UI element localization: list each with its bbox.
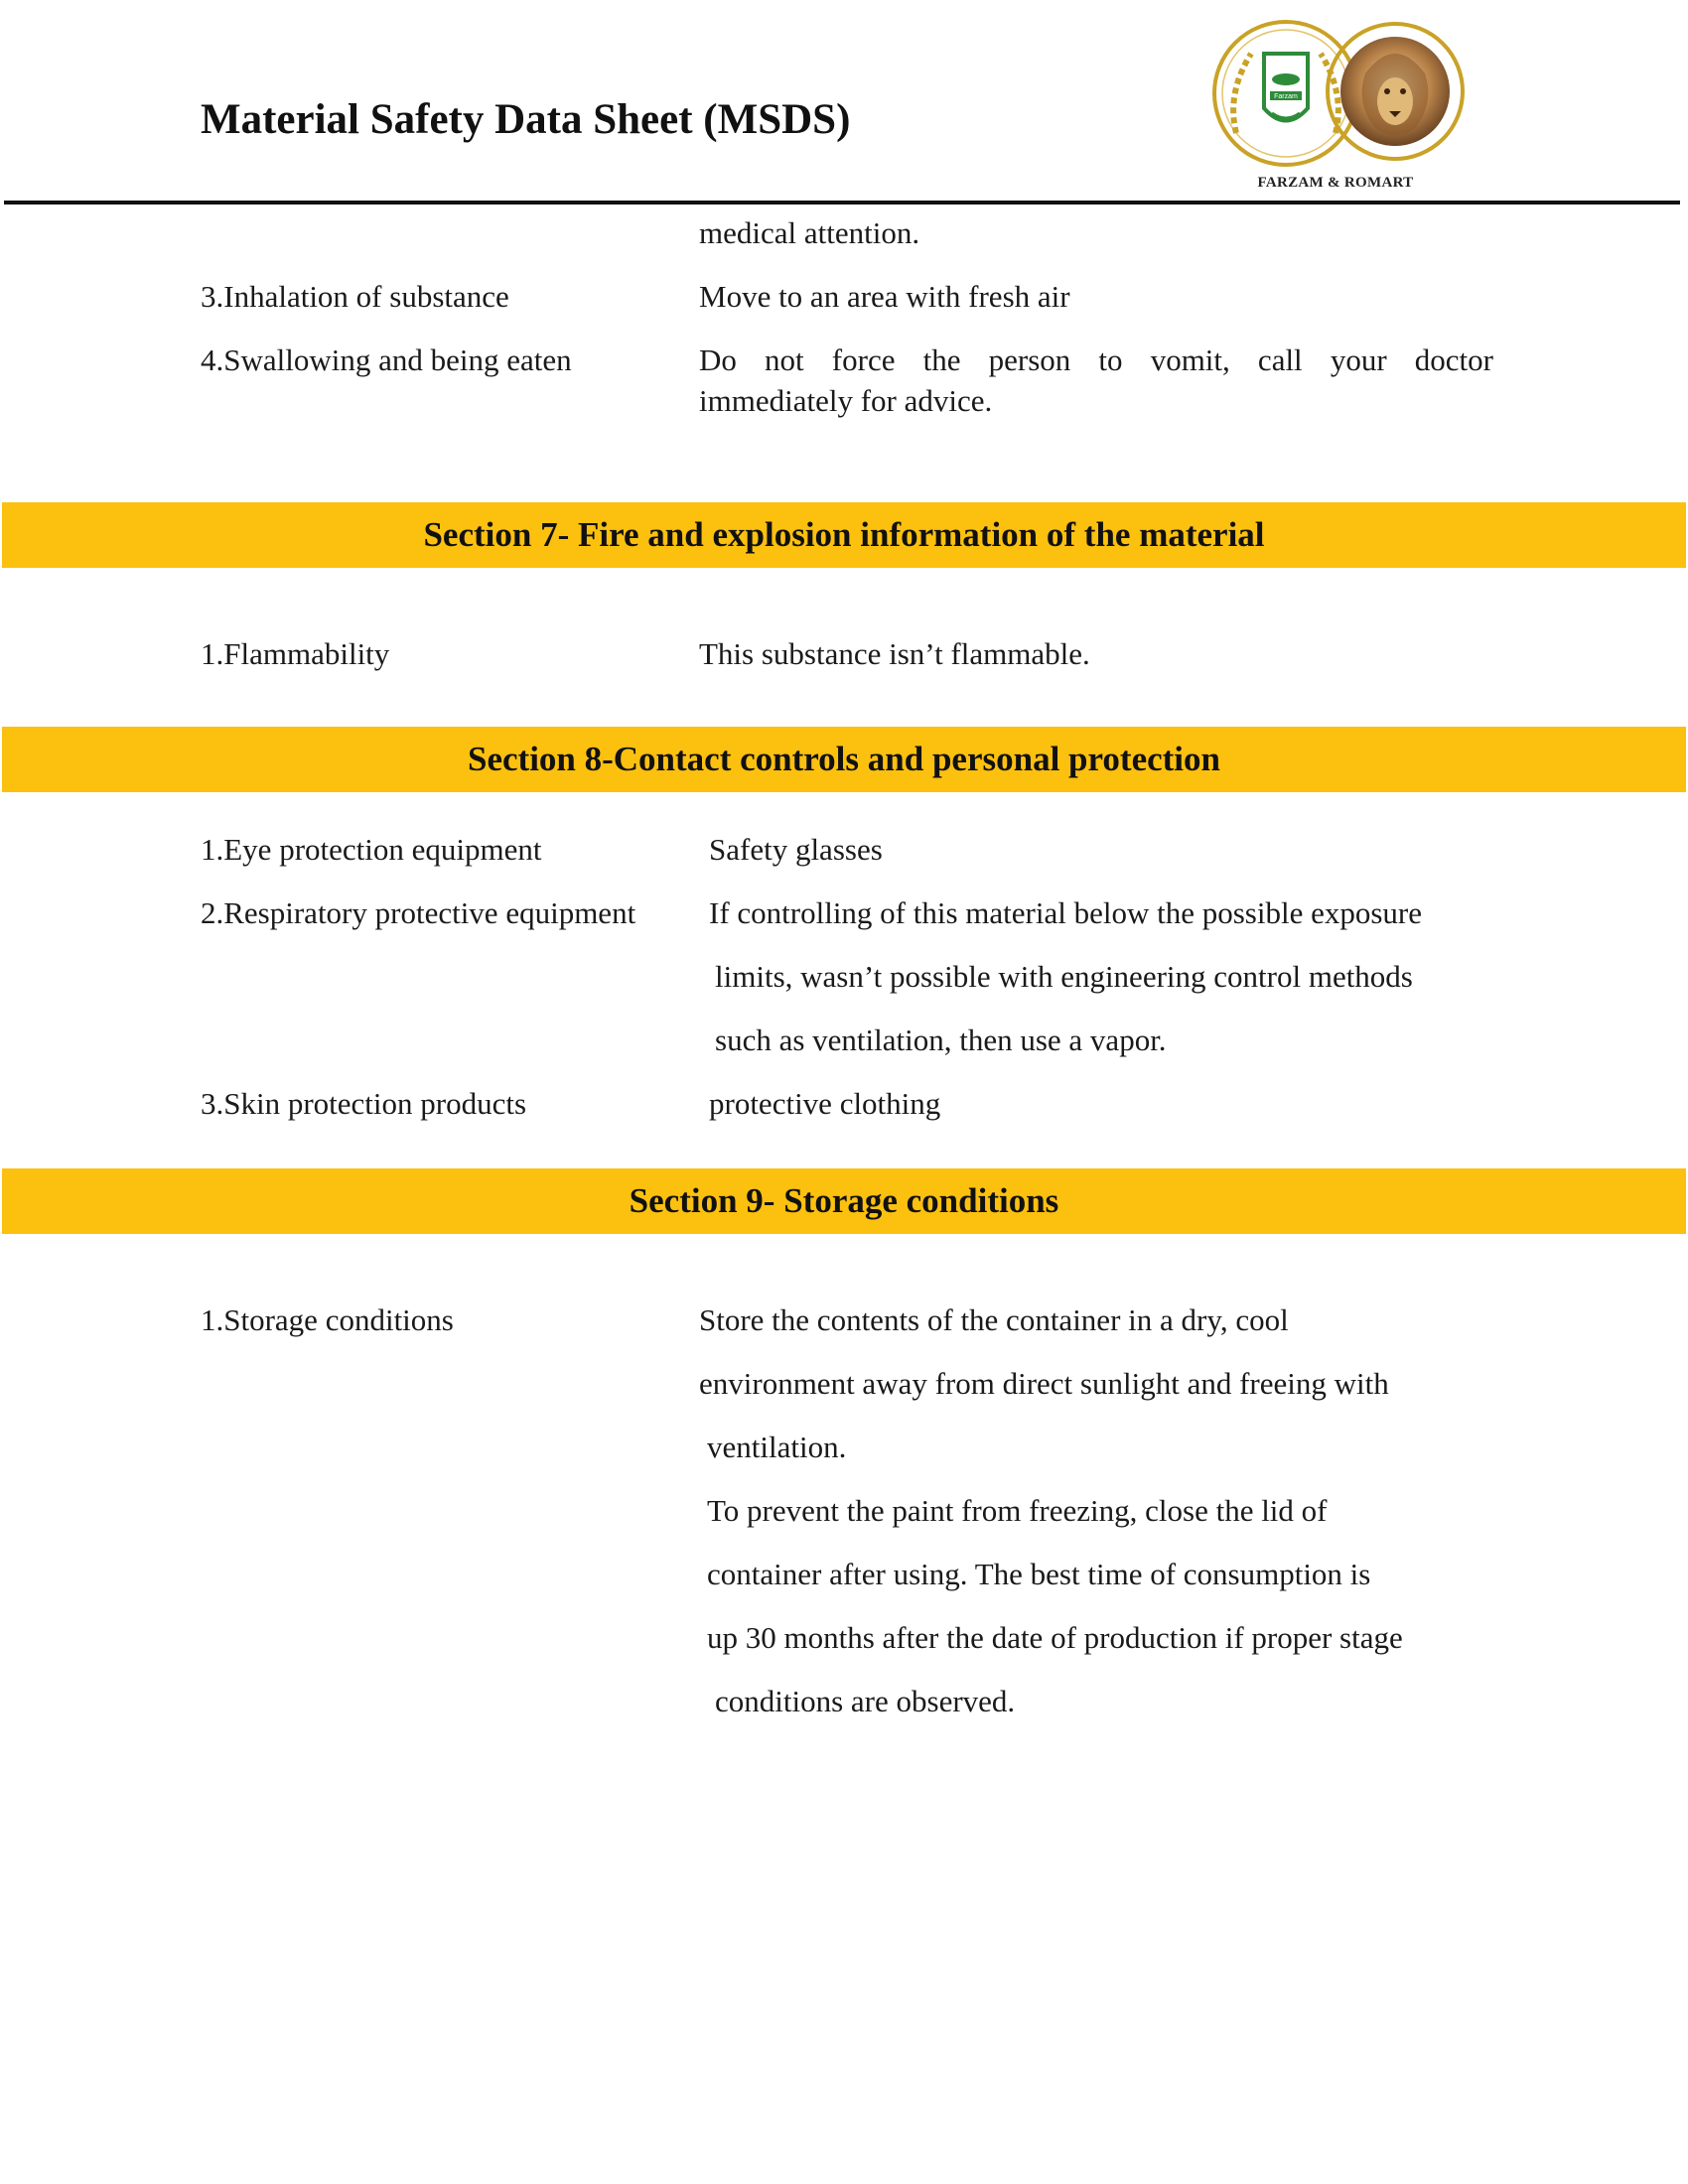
item-value-line: conditions are observed.: [715, 1684, 1016, 1718]
first-aid-continuation: medical attention.: [699, 215, 920, 250]
item-label: 3.Skin protection products: [201, 1086, 527, 1121]
item-label: 1.Flammability: [201, 636, 390, 671]
item-value-line: immediately for advice.: [699, 383, 993, 418]
logo-caption: FARZAM & ROMART: [1257, 175, 1414, 191]
section-header: [2, 1168, 1686, 1234]
item-label: 1.Storage conditions: [201, 1302, 454, 1337]
section-header: [2, 727, 1686, 792]
section-title: Section 9- Storage conditions: [629, 1181, 1059, 1220]
item-value-line: To prevent the paint from freezing, close the lid of: [707, 1493, 1328, 1528]
item-label: 3.Inhalation of substance: [201, 279, 509, 314]
item-value-line: container after using. The best time of consumption is: [707, 1557, 1371, 1591]
item-value-line: up 30 months after the date of production if proper stage: [707, 1620, 1403, 1655]
item-value-line: limits, wasn’t possible with engineering control methods: [715, 959, 1413, 994]
item-label: 2.Respiratory protective equipment: [201, 895, 636, 930]
item-value-line: environment away from direct sunlight and freeing with: [699, 1366, 1389, 1401]
item-value: Move to an area with fresh air: [699, 279, 1070, 314]
item-value-line: such as ventilation, then use a vapor.: [715, 1023, 1167, 1057]
item-value-line: Safety glasses: [709, 832, 883, 867]
item-value-line: protective clothing: [709, 1086, 941, 1121]
section-title: Section 7- Fire and explosion information of the material: [423, 515, 1265, 554]
company-logo: [1196, 14, 1479, 198]
header-divider: [4, 201, 1680, 205]
item-value: This substance isn’t flammable.: [699, 636, 1090, 671]
section-header: [2, 502, 1686, 568]
item-label: 4.Swallowing and being eaten: [201, 342, 572, 377]
item-value-line: ventilation.: [707, 1430, 847, 1464]
item-value-line: Do not force the person to vomit, call your doctor: [699, 342, 1493, 377]
page-title: Material Safety Data Sheet (MSDS): [201, 96, 851, 143]
svg-text:Farzam: Farzam: [1274, 93, 1298, 100]
item-value-line: Store the contents of the container in a dry, cool: [699, 1302, 1289, 1337]
section-title: Section 8-Contact controls and personal protection: [468, 740, 1220, 778]
item-value-line: If controlling of this material below the possible exposure: [709, 895, 1422, 930]
item-label: 1.Eye protection equipment: [201, 832, 542, 867]
